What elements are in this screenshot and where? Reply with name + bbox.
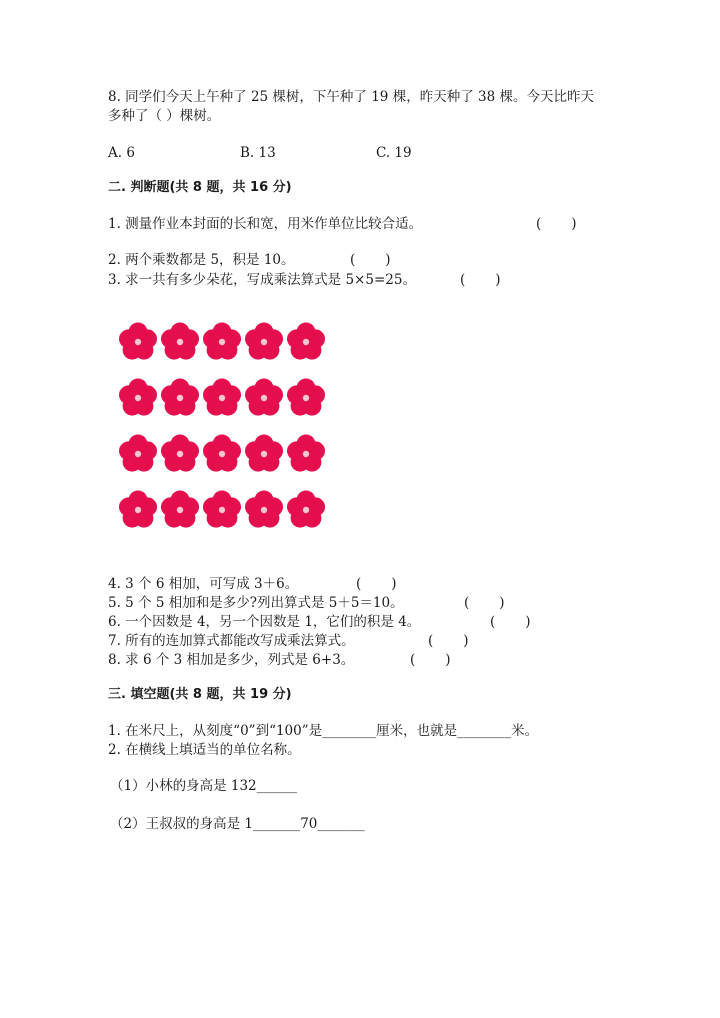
tf-question-5: 5. 5 个 5 相加和是多少?列出算式是 5＋5＝10。 <box>108 595 404 611</box>
fill-question-2: 2. 在横线上填适当的单位名称。 <box>108 742 301 758</box>
tf-question-8: 8. 求 6 个 3 相加是多少，列式是 6+3。 <box>108 652 355 668</box>
tf-answer-paren-6: ( ) <box>490 614 531 630</box>
flower-icon <box>119 323 157 360</box>
tf-answer-paren-2: ( ) <box>350 252 391 268</box>
section-2-title: 二. 判断题(共 8 题，共 16 分) <box>108 180 292 195</box>
flower-icon <box>287 491 325 528</box>
flower-icon <box>161 435 199 472</box>
flower-icon <box>245 491 283 528</box>
tf-answer-paren-7: ( ) <box>428 633 469 649</box>
tf-answer-paren-4: ( ) <box>356 576 397 592</box>
flower-icon <box>203 379 241 416</box>
section-3-title: 三. 填空题(共 8 题，共 19 分) <box>108 687 292 702</box>
flower-grid-figure <box>116 320 332 536</box>
tf-question-7: 7. 所有的连加算式都能改写成乘法算式。 <box>108 633 355 649</box>
option-c: C. 19 <box>376 145 412 161</box>
flower-icon <box>203 491 241 528</box>
tf-answer-paren-3: ( ) <box>460 272 501 288</box>
tf-question-1: 1. 测量作业本封面的长和宽，用米作单位比较合适。 <box>108 216 423 232</box>
flower-icon <box>245 435 283 472</box>
tf-answer-paren-1: ( ) <box>536 216 577 232</box>
option-a: A. 6 <box>108 145 135 161</box>
flower-icon <box>203 435 241 472</box>
flower-icon <box>119 491 157 528</box>
option-b: B. 13 <box>240 145 276 161</box>
flower-icon <box>119 435 157 472</box>
fill-question-2-part-1: （1）小林的身高是 132______ <box>110 778 298 794</box>
flower-icon <box>161 491 199 528</box>
flower-icon <box>287 323 325 360</box>
tf-answer-paren-5: ( ) <box>464 595 505 611</box>
question-8-line-1: 8. 同学们今天上午种了 25 棵树，下午种了 19 棵，昨天种了 38 棵。今天比昨天 <box>108 89 594 105</box>
flower-icon <box>287 435 325 472</box>
tf-question-4: 4. 3 个 6 相加，可写成 3＋6。 <box>108 576 299 592</box>
question-8-line-2: 多种了（ ）棵树。 <box>108 108 221 124</box>
fill-question-1: 1. 在米尺上，从刻度“0”到“100”是________厘米，也就是________米。 <box>108 723 539 739</box>
tf-question-3: 3. 求一共有多少朵花，写成乘法算式是 5×5=25。 <box>108 272 416 288</box>
fill-question-2-part-2: （2）王叔叔的身高是 1_______70_______ <box>110 816 365 832</box>
tf-answer-paren-8: ( ) <box>410 652 451 668</box>
flower-icon <box>161 379 199 416</box>
tf-question-6: 6. 一个因数是 4，另一个因数是 1，它们的积是 4。 <box>108 614 421 630</box>
flower-icon <box>161 323 199 360</box>
flower-icon <box>245 379 283 416</box>
flower-icon <box>245 323 283 360</box>
flower-icon <box>119 379 157 416</box>
flower-icon <box>203 323 241 360</box>
flower-icon <box>287 379 325 416</box>
tf-question-2: 2. 两个乘数都是 5，积是 10。 <box>108 252 295 268</box>
